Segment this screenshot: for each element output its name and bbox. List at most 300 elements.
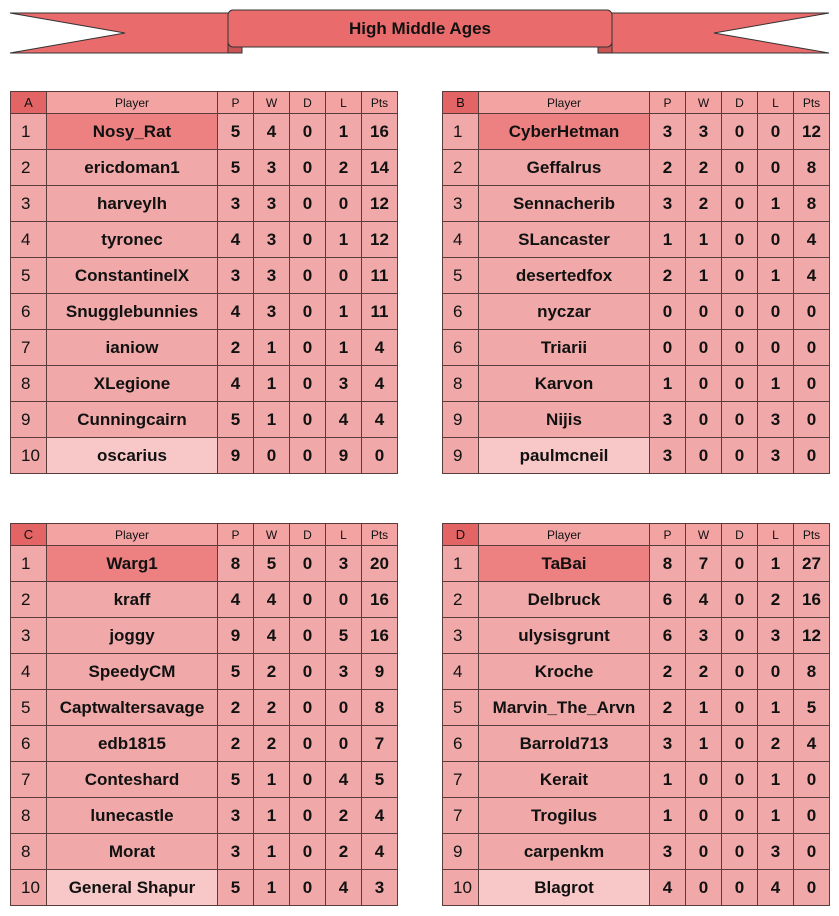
played-cell: 2	[218, 330, 254, 366]
drawn-cell: 0	[290, 618, 326, 654]
played-cell: 8	[218, 546, 254, 582]
played-cell: 3	[218, 186, 254, 222]
won-cell: 0	[686, 834, 722, 870]
player-name: XLegione	[47, 366, 218, 402]
played-cell: 3	[650, 402, 686, 438]
lost-cell: 2	[758, 726, 794, 762]
player-name: General Shapur	[47, 870, 218, 906]
lost-cell: 0	[758, 150, 794, 186]
points-cell: 12	[362, 222, 398, 258]
col-l: L	[326, 92, 362, 114]
played-cell: 2	[218, 726, 254, 762]
played-cell: 1	[650, 366, 686, 402]
won-cell: 0	[686, 330, 722, 366]
player-name: ianiow	[47, 330, 218, 366]
rank-cell: 9	[443, 834, 479, 870]
table-row	[11, 114, 398, 150]
drawn-cell: 0	[722, 834, 758, 870]
lost-cell: 0	[326, 690, 362, 726]
won-cell: 4	[254, 618, 290, 654]
table-row	[11, 834, 398, 870]
won-cell: 4	[254, 582, 290, 618]
rank-cell: 7	[11, 330, 47, 366]
won-cell: 1	[686, 258, 722, 294]
won-cell: 1	[254, 870, 290, 906]
points-cell: 11	[362, 258, 398, 294]
won-cell: 1	[254, 366, 290, 402]
won-cell: 3	[686, 114, 722, 150]
lost-cell: 2	[326, 150, 362, 186]
drawn-cell: 0	[722, 654, 758, 690]
played-cell: 2	[218, 690, 254, 726]
points-cell: 0	[794, 330, 830, 366]
points-cell: 16	[362, 618, 398, 654]
lost-cell: 1	[758, 186, 794, 222]
col-p: P	[218, 524, 254, 546]
drawn-cell: 0	[290, 186, 326, 222]
lost-cell: 3	[326, 546, 362, 582]
points-cell: 5	[362, 762, 398, 798]
drawn-cell: 0	[722, 870, 758, 906]
played-cell: 4	[218, 222, 254, 258]
player-name: Blagrot	[479, 870, 650, 906]
drawn-cell: 0	[290, 438, 326, 474]
won-cell: 3	[254, 258, 290, 294]
table-row	[11, 402, 398, 438]
player-name: Karvon	[479, 366, 650, 402]
drawn-cell: 0	[290, 762, 326, 798]
won-cell: 2	[254, 654, 290, 690]
lost-cell: 1	[326, 222, 362, 258]
rank-cell: 5	[443, 258, 479, 294]
col-pts: Pts	[794, 92, 830, 114]
rank-cell: 1	[11, 114, 47, 150]
rank-cell: 3	[443, 618, 479, 654]
player-name: Kroche	[479, 654, 650, 690]
won-cell: 0	[686, 762, 722, 798]
banner-left-tail	[10, 13, 230, 53]
played-cell: 3	[218, 798, 254, 834]
lost-cell: 3	[758, 834, 794, 870]
col-d: D	[290, 524, 326, 546]
won-cell: 0	[686, 402, 722, 438]
player-name: ulysisgrunt	[479, 618, 650, 654]
drawn-cell: 0	[722, 726, 758, 762]
rank-cell: 10	[11, 870, 47, 906]
won-cell: 4	[254, 114, 290, 150]
player-name: Barrold713	[479, 726, 650, 762]
drawn-cell: 0	[290, 294, 326, 330]
lost-cell: 0	[758, 114, 794, 150]
lost-cell: 0	[758, 222, 794, 258]
won-cell: 3	[686, 618, 722, 654]
drawn-cell: 0	[722, 150, 758, 186]
player-name: Nijis	[479, 402, 650, 438]
won-cell: 5	[254, 546, 290, 582]
col-player: Player	[47, 524, 218, 546]
points-cell: 0	[794, 402, 830, 438]
drawn-cell: 0	[722, 294, 758, 330]
rank-cell: 8	[443, 366, 479, 402]
points-cell: 20	[362, 546, 398, 582]
header-row	[443, 92, 830, 114]
drawn-cell: 0	[290, 222, 326, 258]
lost-cell: 3	[326, 366, 362, 402]
drawn-cell: 0	[290, 330, 326, 366]
points-cell: 5	[794, 690, 830, 726]
played-cell: 5	[218, 870, 254, 906]
drawn-cell: 0	[722, 798, 758, 834]
table-row	[11, 798, 398, 834]
rank-cell: 7	[11, 762, 47, 798]
won-cell: 0	[686, 798, 722, 834]
group-table-b	[442, 91, 830, 474]
table-row	[11, 294, 398, 330]
lost-cell: 3	[758, 402, 794, 438]
drawn-cell: 0	[290, 690, 326, 726]
col-pts: Pts	[362, 524, 398, 546]
won-cell: 0	[686, 366, 722, 402]
table-row	[443, 366, 830, 402]
table-row	[443, 690, 830, 726]
title-banner	[0, 0, 839, 60]
rank-cell: 6	[443, 294, 479, 330]
rank-cell: 10	[11, 438, 47, 474]
played-cell: 5	[218, 762, 254, 798]
rank-cell: 1	[443, 114, 479, 150]
table-row	[11, 726, 398, 762]
rank-cell: 9	[443, 402, 479, 438]
group-table-a	[10, 91, 398, 474]
col-w: W	[686, 92, 722, 114]
played-cell: 3	[650, 726, 686, 762]
points-cell: 12	[794, 114, 830, 150]
points-cell: 4	[362, 366, 398, 402]
group-label: D	[443, 524, 479, 546]
table-row	[443, 438, 830, 474]
rank-cell: 2	[443, 150, 479, 186]
lost-cell: 3	[326, 654, 362, 690]
table-row	[11, 690, 398, 726]
rank-cell: 2	[11, 150, 47, 186]
col-l: L	[758, 524, 794, 546]
played-cell: 3	[650, 186, 686, 222]
points-cell: 0	[794, 870, 830, 906]
points-cell: 4	[794, 726, 830, 762]
points-cell: 16	[362, 114, 398, 150]
lost-cell: 1	[758, 798, 794, 834]
rank-cell: 5	[11, 690, 47, 726]
points-cell: 4	[362, 402, 398, 438]
points-cell: 8	[362, 690, 398, 726]
player-name: tyronec	[47, 222, 218, 258]
group-table-c	[10, 523, 398, 906]
rank-cell: 6	[443, 726, 479, 762]
points-cell: 4	[794, 258, 830, 294]
table-row	[11, 222, 398, 258]
won-cell: 1	[686, 690, 722, 726]
played-cell: 2	[650, 258, 686, 294]
points-cell: 12	[362, 186, 398, 222]
won-cell: 2	[686, 186, 722, 222]
rank-cell: 4	[443, 222, 479, 258]
table-row	[11, 582, 398, 618]
col-pts: Pts	[794, 524, 830, 546]
drawn-cell: 0	[290, 798, 326, 834]
col-d: D	[290, 92, 326, 114]
lost-cell: 3	[758, 438, 794, 474]
player-name: Captwaltersavage	[47, 690, 218, 726]
points-cell: 27	[794, 546, 830, 582]
lost-cell: 1	[758, 762, 794, 798]
won-cell: 1	[686, 222, 722, 258]
player-name: Snugglebunnies	[47, 294, 218, 330]
group-label: B	[443, 92, 479, 114]
lost-cell: 4	[326, 870, 362, 906]
won-cell: 3	[254, 150, 290, 186]
played-cell: 0	[650, 294, 686, 330]
points-cell: 11	[362, 294, 398, 330]
drawn-cell: 0	[722, 618, 758, 654]
lost-cell: 4	[758, 870, 794, 906]
rank-cell: 9	[443, 438, 479, 474]
drawn-cell: 0	[722, 690, 758, 726]
points-cell: 0	[794, 834, 830, 870]
lost-cell: 3	[758, 618, 794, 654]
points-cell: 16	[362, 582, 398, 618]
table-row	[443, 114, 830, 150]
points-cell: 4	[362, 834, 398, 870]
points-cell: 16	[794, 582, 830, 618]
lost-cell: 0	[326, 726, 362, 762]
played-cell: 9	[218, 438, 254, 474]
player-name: joggy	[47, 618, 218, 654]
played-cell: 2	[650, 150, 686, 186]
col-l: L	[326, 524, 362, 546]
won-cell: 3	[254, 294, 290, 330]
table-row	[443, 294, 830, 330]
table-row	[11, 618, 398, 654]
points-cell: 0	[794, 366, 830, 402]
player-name: harveylh	[47, 186, 218, 222]
won-cell: 0	[686, 870, 722, 906]
rank-cell: 3	[11, 186, 47, 222]
won-cell: 1	[254, 798, 290, 834]
header-row	[443, 524, 830, 546]
group-label: A	[11, 92, 47, 114]
player-name: kraff	[47, 582, 218, 618]
col-pts: Pts	[362, 92, 398, 114]
rank-cell: 6	[11, 294, 47, 330]
drawn-cell: 0	[290, 150, 326, 186]
header-row	[11, 524, 398, 546]
table-row	[11, 366, 398, 402]
col-p: P	[650, 92, 686, 114]
points-cell: 0	[794, 438, 830, 474]
player-name: nyczar	[479, 294, 650, 330]
rank-cell: 10	[443, 870, 479, 906]
player-name: Warg1	[47, 546, 218, 582]
player-name: Conteshard	[47, 762, 218, 798]
played-cell: 4	[218, 582, 254, 618]
player-name: SpeedyCM	[47, 654, 218, 690]
col-l: L	[758, 92, 794, 114]
won-cell: 1	[254, 330, 290, 366]
drawn-cell: 0	[722, 258, 758, 294]
table-row	[443, 150, 830, 186]
lost-cell: 1	[326, 330, 362, 366]
rank-cell: 2	[443, 582, 479, 618]
col-d: D	[722, 92, 758, 114]
player-name: Trogilus	[479, 798, 650, 834]
rank-cell: 8	[11, 798, 47, 834]
played-cell: 3	[218, 834, 254, 870]
won-cell: 1	[254, 834, 290, 870]
played-cell: 1	[650, 222, 686, 258]
table-row	[443, 330, 830, 366]
points-cell: 4	[362, 798, 398, 834]
lost-cell: 1	[758, 546, 794, 582]
won-cell: 7	[686, 546, 722, 582]
drawn-cell: 0	[722, 114, 758, 150]
drawn-cell: 0	[290, 546, 326, 582]
group-table-d	[442, 523, 830, 906]
played-cell: 4	[650, 870, 686, 906]
col-player: Player	[47, 92, 218, 114]
won-cell: 2	[254, 690, 290, 726]
rank-cell: 6	[443, 330, 479, 366]
drawn-cell: 0	[722, 546, 758, 582]
drawn-cell: 0	[290, 402, 326, 438]
col-d: D	[722, 524, 758, 546]
points-cell: 8	[794, 654, 830, 690]
table-row	[11, 870, 398, 906]
table-row	[11, 438, 398, 474]
drawn-cell: 0	[290, 258, 326, 294]
player-name: Marvin_The_Arvn	[479, 690, 650, 726]
played-cell: 0	[650, 330, 686, 366]
rank-cell: 3	[443, 186, 479, 222]
col-w: W	[254, 524, 290, 546]
table-row	[443, 582, 830, 618]
player-name: edb1815	[47, 726, 218, 762]
rank-cell: 4	[443, 654, 479, 690]
played-cell: 5	[218, 150, 254, 186]
drawn-cell: 0	[722, 366, 758, 402]
drawn-cell: 0	[290, 726, 326, 762]
rank-cell: 1	[11, 546, 47, 582]
player-name: oscarius	[47, 438, 218, 474]
table-row	[443, 870, 830, 906]
rank-cell: 8	[11, 834, 47, 870]
played-cell: 4	[218, 366, 254, 402]
played-cell: 5	[218, 114, 254, 150]
lost-cell: 0	[326, 186, 362, 222]
lost-cell: 4	[326, 402, 362, 438]
played-cell: 8	[650, 546, 686, 582]
player-name: Cunningcairn	[47, 402, 218, 438]
table-row	[11, 546, 398, 582]
col-p: P	[218, 92, 254, 114]
player-name: Nosy_Rat	[47, 114, 218, 150]
rank-cell: 1	[443, 546, 479, 582]
won-cell: 2	[686, 150, 722, 186]
player-name: Sennacherib	[479, 186, 650, 222]
lost-cell: 2	[326, 834, 362, 870]
points-cell: 0	[794, 294, 830, 330]
table-row	[11, 654, 398, 690]
col-player: Player	[479, 524, 650, 546]
played-cell: 5	[218, 402, 254, 438]
won-cell: 3	[254, 186, 290, 222]
drawn-cell: 0	[722, 582, 758, 618]
lost-cell: 0	[758, 294, 794, 330]
points-cell: 0	[794, 798, 830, 834]
player-name: Triarii	[479, 330, 650, 366]
drawn-cell: 0	[290, 114, 326, 150]
rank-cell: 7	[443, 762, 479, 798]
drawn-cell: 0	[722, 438, 758, 474]
lost-cell: 2	[758, 582, 794, 618]
points-cell: 9	[362, 654, 398, 690]
lost-cell: 2	[326, 798, 362, 834]
table-row	[443, 798, 830, 834]
won-cell: 4	[686, 582, 722, 618]
player-name: Delbruck	[479, 582, 650, 618]
table-row	[443, 834, 830, 870]
rank-cell: 7	[443, 798, 479, 834]
player-name: carpenkm	[479, 834, 650, 870]
col-w: W	[686, 524, 722, 546]
drawn-cell: 0	[722, 222, 758, 258]
rank-cell: 6	[11, 726, 47, 762]
points-cell: 14	[362, 150, 398, 186]
won-cell: 1	[686, 726, 722, 762]
player-name: ConstantinelX	[47, 258, 218, 294]
drawn-cell: 0	[722, 402, 758, 438]
rank-cell: 8	[11, 366, 47, 402]
lost-cell: 0	[326, 258, 362, 294]
played-cell: 1	[650, 762, 686, 798]
table-row	[443, 762, 830, 798]
drawn-cell: 0	[290, 366, 326, 402]
player-name: desertedfox	[479, 258, 650, 294]
points-cell: 7	[362, 726, 398, 762]
won-cell: 0	[686, 438, 722, 474]
player-name: lunecastle	[47, 798, 218, 834]
won-cell: 1	[254, 762, 290, 798]
table-row	[443, 726, 830, 762]
rank-cell: 5	[443, 690, 479, 726]
won-cell: 2	[686, 654, 722, 690]
lost-cell: 1	[758, 690, 794, 726]
drawn-cell: 0	[290, 582, 326, 618]
lost-cell: 0	[326, 582, 362, 618]
played-cell: 3	[218, 258, 254, 294]
player-name: Kerait	[479, 762, 650, 798]
table-row	[443, 654, 830, 690]
table-row	[11, 762, 398, 798]
played-cell: 1	[650, 798, 686, 834]
rank-cell: 2	[11, 582, 47, 618]
page-title: High Middle Ages	[349, 19, 491, 38]
played-cell: 2	[650, 690, 686, 726]
points-cell: 3	[362, 870, 398, 906]
lost-cell: 4	[326, 762, 362, 798]
won-cell: 0	[686, 294, 722, 330]
points-cell: 12	[794, 618, 830, 654]
won-cell: 1	[254, 402, 290, 438]
